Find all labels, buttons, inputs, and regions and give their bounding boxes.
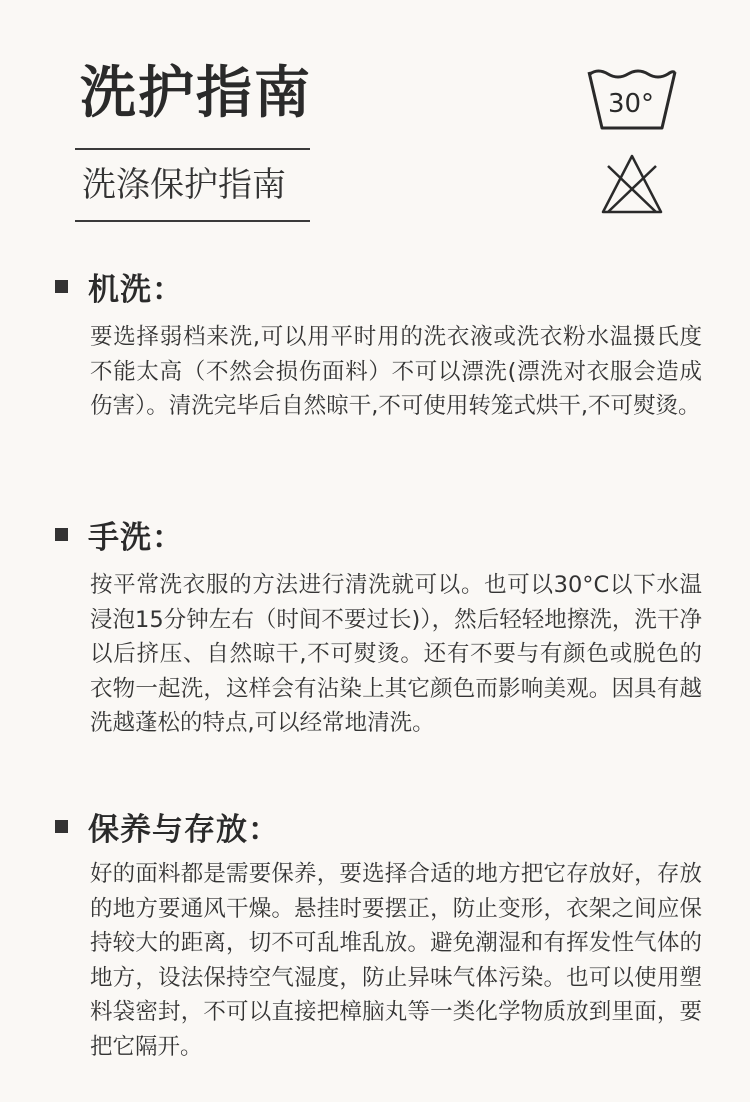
title-divider-top bbox=[75, 148, 310, 150]
section-heading-hand-wash bbox=[55, 512, 184, 557]
section-title: 手洗： bbox=[88, 520, 184, 556]
wash-temp-label: 30° bbox=[607, 89, 655, 119]
title-divider-bottom bbox=[75, 220, 310, 222]
do-not-bleach-icon bbox=[600, 152, 664, 216]
section-bullet bbox=[55, 820, 68, 833]
section-title: 机洗： bbox=[88, 272, 184, 308]
section-bullet bbox=[55, 528, 68, 541]
section-text-hand-wash: 按平常洗衣服的方法进行清洗就可以。也可以30°C以下水温浸泡15分钟左右（时间不要过长)），然后轻轻地擦洗，洗干净以后挤压、自然晾干,不可熨烫。还有不要与有颜色或脱色的衣物一起洗，这样会有沾染上其它颜色而影响美观。因具有越洗越蓬松的特点,可以经常地清洗。 bbox=[90, 572, 702, 736]
wash-30-degrees-icon bbox=[586, 66, 678, 136]
section-text-care-storage: 好的面料都是需要保养，要选择合适的地方把它存放好，存放的地方要通风干燥。悬挂时要摆正，防止变形，衣架之间应保持较大的距离，切不可乱堆乱放。避免潮湿和有挥发性气体的地方，设法保持空气湿度，防止异味气体污染。也可以使用塑料袋密封，不可以直接把樟脑丸等一类化学物质放到里面，要把它隔开。 bbox=[90, 861, 702, 1060]
section-bullet bbox=[55, 280, 68, 293]
section-heading-care-storage bbox=[55, 804, 280, 849]
page-subtitle: 洗涤保护指南 bbox=[82, 165, 286, 205]
page-title: 洗护指南 bbox=[80, 61, 312, 126]
section-title: 保养与存放： bbox=[88, 812, 280, 848]
section-heading-machine-wash bbox=[55, 264, 184, 309]
section-text-machine-wash: 要选择弱档来洗,可以用平时用的洗衣液或洗衣粉水温摄氏度不能太高（不然会损伤面料）不可以漂洗(漂洗对衣服会造成伤害）。清洗完毕后自然晾干,不可使用转笼式烘干,不可熨烫。 bbox=[90, 324, 702, 419]
